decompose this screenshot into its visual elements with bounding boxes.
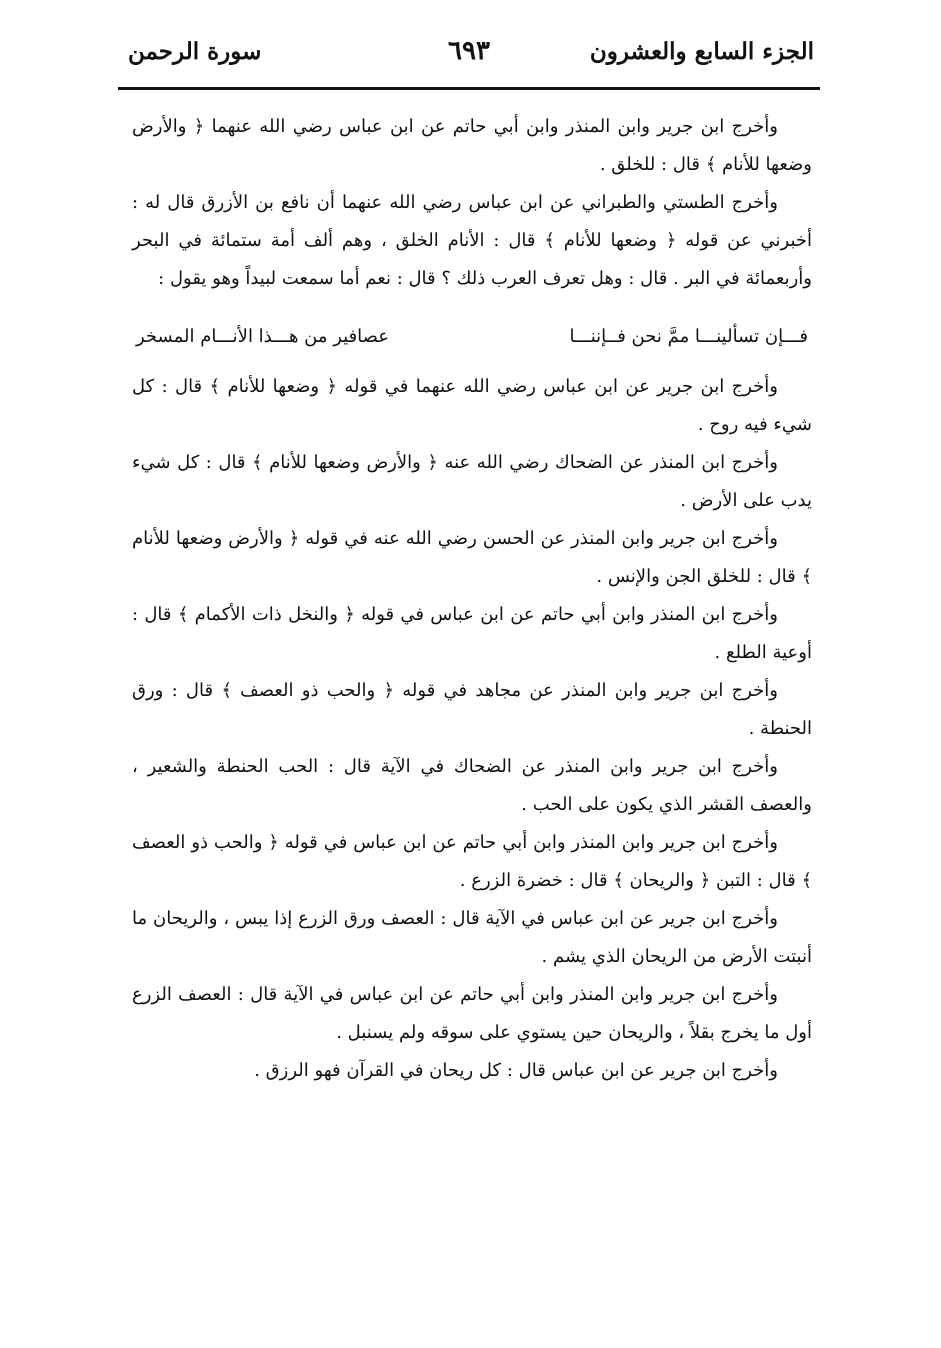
header-divider bbox=[118, 87, 820, 90]
paragraph: وأخرج ابن جرير عن ابن عباس رضي الله عنهما في قوله ﴿ وضعها للأنام ﴾ قال : كل شيء فيه روح . bbox=[132, 376, 812, 435]
paragraph: وأخرج ابن جرير وابن المنذر وابن أبي حاتم عن ابن عباس في قوله ﴿ والحب ذو العصف ﴾ قال : التبن ﴿ والريحان ﴾ قال : خضرة الزرع . bbox=[132, 832, 812, 891]
page-body bbox=[132, 108, 812, 1090]
paragraph: وأخرج ابن المنذر عن الضحاك رضي الله عنه ﴿ والأرض وضعها للأنام ﴾ قال : كل شيء يدب على الأرض . bbox=[132, 452, 812, 511]
paragraph: وأخرج ابن جرير وابن المنذر وابن أبي حاتم عن ابن عباس في الآية قال : العصف الزرع أول ما يخرج بقلاً ، والريحان حين يستوي على سوقه ولم يسنبل . bbox=[132, 984, 812, 1043]
paragraph: وأخرج ابن جرير وابن المنذر عن مجاهد في قوله ﴿ والحب ذو العصف ﴾ قال : ورق الحنطة . bbox=[132, 680, 812, 739]
page-header bbox=[118, 30, 820, 86]
poetry-verse bbox=[132, 318, 812, 358]
part-title: الجزء السابع والعشرون bbox=[589, 38, 814, 65]
verse-second-hemistich: عصافير من هـــذا الأنـــام المسخر bbox=[136, 326, 390, 347]
paragraph: وأخرج ابن جرير وابن المنذر عن الضحاك في الآية قال : الحب الحنطة والشعير ، والعصف القشر الذي يكون على الحب . bbox=[132, 756, 812, 815]
surah-title: سورة الرحمن bbox=[128, 38, 262, 65]
verse-first-hemistich: فـــإن تسألينـــا ممَّ نحن فــإننـــا bbox=[569, 326, 808, 347]
paragraph: وأخرج ابن جرير عن ابن عباس قال : كل ريحان في القرآن فهو الرزق . bbox=[254, 1060, 778, 1081]
page-number: ٦٩٣ bbox=[448, 36, 490, 66]
paragraph: وأخرج ابن جرير عن ابن عباس في الآية قال : العصف ورق الزرع إذا يبس ، والريحان ما أنبتت الأرض من الريحان الذي يشم . bbox=[132, 908, 812, 967]
paragraph: وأخرج ابن جرير وابن المنذر عن الحسن رضي الله عنه في قوله ﴿ والأرض وضعها للأنام ﴾ قال : للخلق الجن والإنس . bbox=[132, 528, 812, 587]
paragraph: وأخرج ابن جرير وابن المنذر وابن أبي حاتم عن ابن عباس رضي الله عنهما ﴿ والأرض وضعها للأنام ﴾ قال : للخلق . bbox=[132, 116, 812, 175]
paragraph: وأخرج الطستي والطبراني عن ابن عباس رضي الله عنهما أن نافع بن الأزرق قال له : أخبرني عن قوله ﴿ وضعها للأنام ﴾ قال : الأنام الخلق ، وهم ألف أمة ستمائة في البحر وأربعمائة في البر . قال : وهل تعرف العرب ذلك ؟ قال : نعم أما سمعت لبيداً وهو يقول : bbox=[132, 192, 812, 289]
paragraph: وأخرج ابن المنذر وابن أبي حاتم عن ابن عباس في قوله ﴿ والنخل ذات الأكمام ﴾ قال : أوعية الطلع . bbox=[132, 604, 812, 663]
